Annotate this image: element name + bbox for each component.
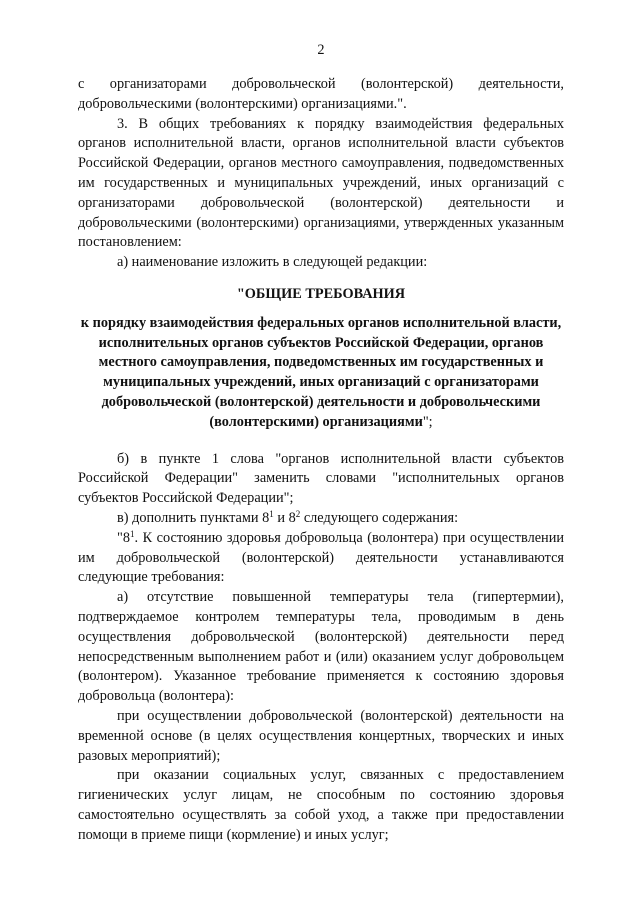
- heading-title: "ОБЩИЕ ТРЕБОВАНИЯ: [236, 285, 406, 302]
- p5-superscript: 1: [130, 528, 135, 539]
- paragraph-subitem-b: б) в пункте 1 слова "органов исполнительной власти субъектов Российской Федерации" заменить словами "исполнительных органов субъектов Российской Федерации";: [78, 450, 564, 507]
- document-body: [78, 75, 564, 845]
- p5-text-a: "8: [117, 529, 130, 546]
- p4-superscript-1: 1: [269, 508, 274, 519]
- p4-text-a: в) дополнить пунктами 8: [117, 509, 270, 526]
- paragraph-continuation: с организаторами добровольческой (волонтерской) деятельности, добровольческими (волонтерскими) организациями.".: [78, 76, 564, 112]
- paragraph-item-3: 3. В общих требованиях к порядку взаимодействия федеральных органов исполнительной власти, органов исполнительной власти субъектов Российской Федерации, органов местного самоуправления, подведомственных им государственных и муниципальных учреждений, иных организаций с организаторами добровольческой (волонтерской) деятельности и добровольческими (волонтерскими) организациями, утвержденных указанным постановлением:: [78, 115, 564, 251]
- paragraph-requirement-a: а) отсутствие повышенной температуры тела (гипертермии), подтверждаемое контролем температуры тела, проводимым в день осуществления добровольческой (волонтерской) деятельности перед непосредственным выполнением работ и (или) оказанием услуг добровольцем (волонтером). Указанное требование применяется к состоянию здоровья добровольца (волонтера):: [78, 589, 564, 705]
- page-number: 2: [317, 42, 325, 58]
- p5-text-b: . К состоянию здоровья добровольца (волонтера) при осуществлении им добровольческой (волонтерской) деятельности устанавливаются следующие требования:: [78, 529, 564, 586]
- paragraph-point-8-1: [78, 529, 564, 588]
- paragraph-subitem-a: а) наименование изложить в следующей редакции:: [117, 254, 428, 271]
- p4-text-b: и 8: [273, 509, 296, 526]
- paragraph-subitem-v: [78, 509, 564, 529]
- heading-subtitle-text: к порядку взаимодействия федеральных органов исполнительной власти, исполнительных органов субъектов Российской Федерации, органов местного самоуправления, подведомственных им государственных и муниципальных учреждений, иных организаций с организаторами добровольческой (волонтерской) деятельности и добровольческими (волонтерскими) организациями: [80, 314, 562, 430]
- paragraph-temporary-basis: при осуществлении добровольческой (волонтерской) деятельности на временной основе (в целях осуществления концертных, творческих и иных разовых мероприятий);: [78, 707, 564, 764]
- heading-subtitle-tail: ";: [422, 413, 433, 430]
- p4-superscript-2: 2: [295, 508, 301, 519]
- paragraph-social-services: при оказании социальных услуг, связанных с предоставлением гигиенических услуг лицам, не способным по состоянию здоровья самостоятельно осуществлять за собой уход, а также при предоставлении помощи в приеме пищи (кормление) и иных услуг;: [78, 767, 564, 843]
- heading-subtitle: [78, 314, 564, 433]
- p4-text-c: следующего содержания:: [300, 509, 459, 526]
